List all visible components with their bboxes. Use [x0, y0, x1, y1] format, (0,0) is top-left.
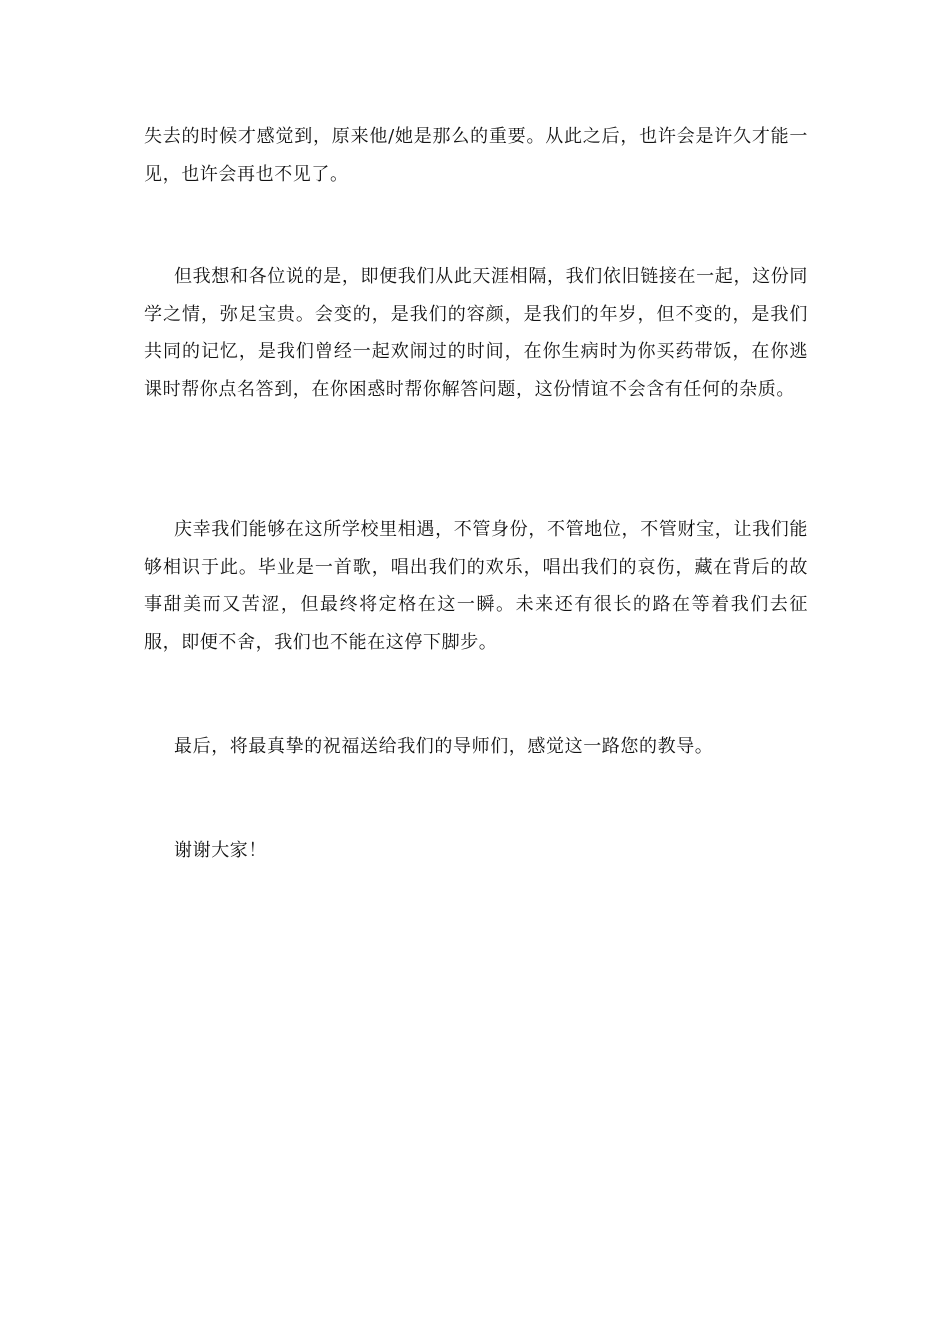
paragraph: 失去的时候才感觉到，原来他/她是那么的重要。从此之后，也许会是许久才能一见，也许会再也不见了。: [144, 126, 808, 185]
paragraph: 最后，将最真挚的祝福送给我们的导师们，感觉这一路您的教导。: [174, 736, 714, 757]
paragraph: 但我想和各位说的是，即便我们从此天涯相隔，我们依旧链接在一起，这份同学之情，弥足宝贵。会变的，是我们的容颜，是我们的年岁，但不变的，是我们共同的记忆，是我们曾经一起欢闹过的时间，在你生病时为你买药带饭，在你逃课时帮你点名答到，在你困惑时帮你解答问题，这份情谊不会含有任何的杂质。: [144, 266, 808, 400]
closing-line: 谢谢大家！: [174, 840, 267, 861]
paragraph: 庆幸我们能够在这所学校里相遇，不管身份，不管地位，不管财宝，让我们能够相识于此。毕业是一首歌，唱出我们的欢乐，唱出我们的哀伤，藏在背后的故事甜美而又苦涩，但最终将定格在这一瞬。未来还有很长的路在等着我们去征服，即便不舍，我们也不能在这停下脚步。: [144, 519, 808, 653]
